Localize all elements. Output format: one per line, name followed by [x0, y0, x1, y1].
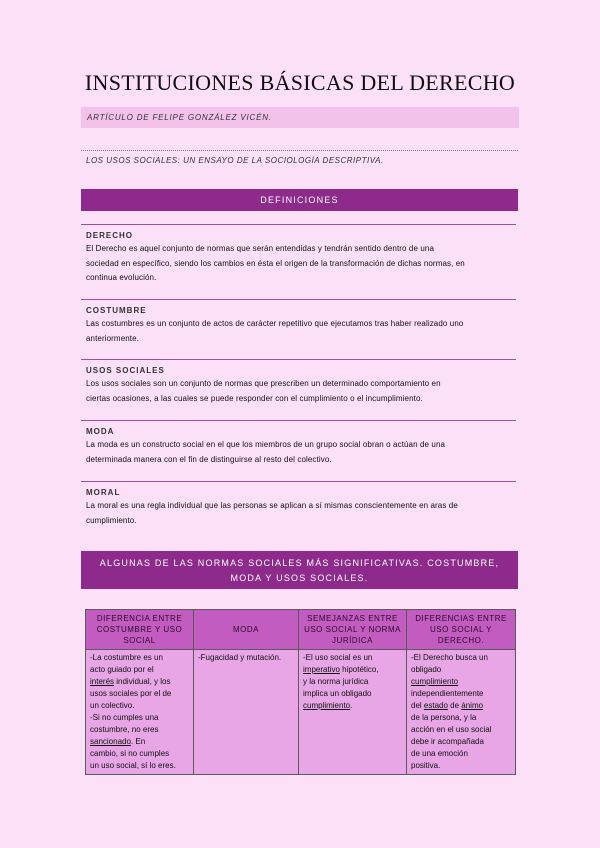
definitions-header: DEFINICIONES	[81, 189, 518, 211]
cell-line: debe ir acompañada	[411, 737, 484, 746]
definition-term: COSTUMBRE	[86, 306, 147, 315]
table-header-cell: MODA	[194, 610, 299, 650]
section-divider	[81, 299, 516, 300]
definition-line: continua evolución.	[86, 273, 157, 282]
definition-term: DERECHO	[86, 231, 134, 240]
definition-line: El Derecho es aquel conjunto de normas que serán entendidas y tendrán sentido dentro de una	[86, 244, 434, 253]
definition-line: determinada manera con el fin de distinguirse al resto del colectivo.	[86, 454, 332, 464]
cell-line: acto guiado por el	[90, 665, 154, 674]
definition-text	[86, 438, 514, 467]
section-divider	[81, 420, 516, 421]
cell-line: del estado de ánimo	[411, 701, 484, 710]
subtitle: LOS USOS SOCIALES: UN ENSAYO DE LA SOCIOLOGÍA DESCRIPTIVA.	[86, 156, 384, 165]
cell-line: de una emoción	[411, 749, 468, 758]
dotted-divider	[81, 150, 518, 151]
definition-line: La moral es una regla individual que las personas se aplican a sí mismas conscientemente en aras de	[86, 501, 458, 510]
cell-line: de la persona, y la	[411, 713, 477, 722]
definition-text	[86, 242, 514, 286]
definition-term: MORAL	[86, 488, 121, 497]
section-divider	[81, 224, 516, 225]
comparison-table	[85, 609, 516, 775]
page-title: INSTITUCIONES BÁSICAS DEL DERECHO	[84, 70, 516, 95]
cell-line: cambio, si no cumples	[90, 749, 170, 758]
cell-line: -Si no cumples una	[90, 713, 159, 722]
table-header-row	[86, 610, 516, 650]
cell-line: costumbre, no eres	[90, 725, 159, 734]
table-cell	[407, 650, 516, 775]
definition-line: La moda es un constructo social en el que los miembros de un grupo social obran o actúan de una	[86, 440, 446, 449]
cell-line: cumplimiento.	[303, 701, 353, 710]
table-cell	[86, 650, 194, 775]
definition-line: ciertas ocasiones, a las cuales se puede responder con el cumplimiento o el incumplimiento.	[86, 393, 423, 403]
table-header-cell: DIFERENCIAS ENTRE USO SOCIAL Y DERECHO.	[407, 610, 516, 650]
cell-line: -El uso social es un	[303, 653, 373, 662]
definition-text	[86, 499, 514, 528]
definition-line: Las costumbres es un conjunto de actos de carácter repetitivo que ejecutamos tras haber realizado uno	[86, 319, 464, 328]
definition-line: cumplimiento.	[86, 515, 137, 525]
cell-line: un uso social, sí lo eres.	[90, 761, 176, 770]
section-divider	[81, 359, 516, 360]
cell-line: obligado	[411, 665, 442, 674]
cell-line: independientemente	[411, 689, 484, 698]
definition-term: MODA	[86, 427, 115, 436]
definition-line: anteriormente.	[86, 333, 139, 343]
cell-line: cumplimiento	[411, 677, 459, 686]
cell-line: positiva.	[411, 761, 441, 770]
cell-line: sancionado. En	[90, 737, 146, 746]
cell-line: -El Derecho busca un	[411, 653, 488, 662]
table-header-cell: DIFERENCIA ENTRE COSTUMBRE Y USO SOCIAL	[86, 610, 194, 650]
table-cell	[194, 650, 299, 775]
table-row	[86, 650, 516, 775]
cell-line: acción en el uso social	[411, 725, 492, 734]
cell-line: usos sociales por el de	[90, 689, 172, 698]
author-line: ARTÍCULO DE FELIPE GONZÁLEZ VICÉN.	[81, 107, 519, 128]
definition-text	[86, 377, 514, 406]
cell-line: interés individual, y los	[90, 677, 171, 686]
section-divider	[81, 481, 516, 482]
cell-line: -Fugacidad y mutación.	[198, 653, 282, 662]
definition-line: Los usos sociales son un conjunto de normas que prescriben un determinado comportamiento en	[86, 379, 441, 388]
cell-line: imperativo hipotético,	[303, 665, 379, 674]
cell-line: un colectivo.	[90, 701, 135, 710]
cell-line: -La costumbre es un	[90, 653, 163, 662]
cell-line: implica un obligado	[303, 689, 372, 698]
definition-line: sociedad en específico, siendo los cambios en ésta el origen de la transformación de dichas normas, en	[86, 258, 465, 268]
table-cell	[299, 650, 407, 775]
definition-text	[86, 317, 514, 346]
norms-header: ALGUNAS DE LAS NORMAS SOCIALES MÁS SIGNIFICATIVAS. COSTUMBRE, MODA Y USOS SOCIALES.	[81, 551, 518, 589]
definition-term: USOS SOCIALES	[86, 366, 165, 375]
cell-line: y la norma jurídica	[303, 677, 369, 686]
table-header-cell: SEMEJANZAS ENTRE USO SOCIAL Y NORMA JURÍDICA	[299, 610, 407, 650]
